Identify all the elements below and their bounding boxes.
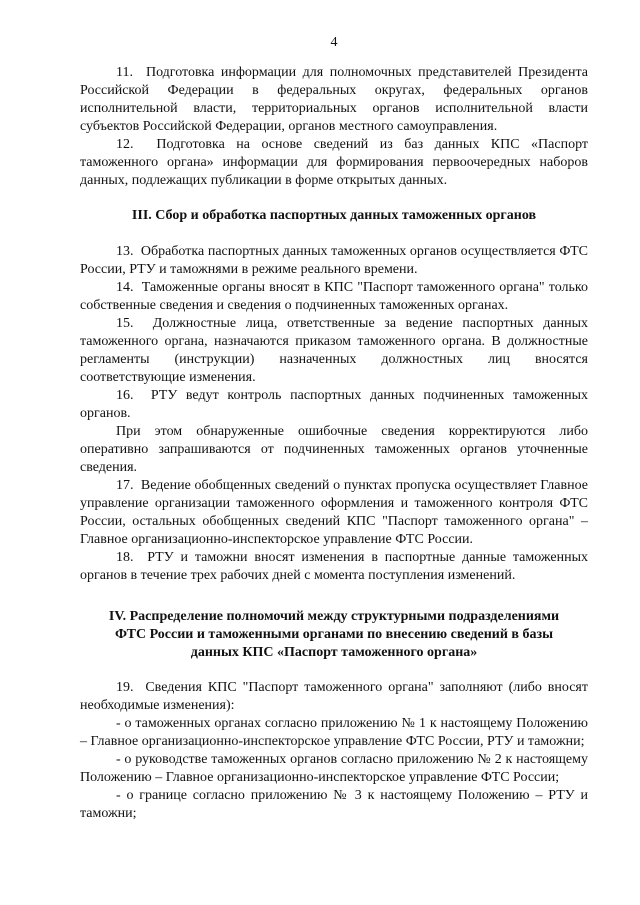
list-item-customs-bodies: - о таможенных органах согласно приложению № 1 к настоящему Положению – Главное организационно-инспекторское управление ФТС России, РТУ и таможни; xyxy=(80,716,588,749)
paragraph-18: 18. РТУ и таможни вносят изменения в паспортные данные таможенных органов в течение трех рабочих дней с момента поступления изменений. xyxy=(80,550,588,583)
paragraph-14: 14. Таможенные органы вносят в КПС "Паспорт таможенного органа" только собственные сведения и сведения о подчиненных таможенных органах. xyxy=(80,280,588,313)
section-4-heading-line-1: IV. Распределение полномочий между структурными подразделениями xyxy=(108,609,560,624)
document-body xyxy=(80,64,588,823)
document-page xyxy=(80,0,588,905)
section-3-heading: III. Сбор и обработка паспортных данных таможенных органов xyxy=(131,208,537,223)
section-4-heading-line-2: ФТС России и таможенными органами по внесению сведений в базы xyxy=(114,627,554,642)
list-item-management: - о руководстве таможенных органов согласно приложению № 2 к настоящему Положению – Главное организационно-инспекторское управление ФТС России; xyxy=(80,752,588,785)
list-item-border: - о границе согласно приложению № 3 к настоящему Положению – РТУ и таможни; xyxy=(80,788,588,821)
section-4-heading xyxy=(80,608,588,662)
page-number: 4 xyxy=(330,35,338,50)
paragraph-19: 19. Сведения КПС "Паспорт таможенного органа" заполняют (либо вносят необходимые изменения): xyxy=(80,680,588,713)
paragraph-12: 12. Подготовка на основе сведений из баз данных КПС «Паспорт таможенного органа» информации для формирования первоочередных наборов данных, подлежащих публикации в форме открытых данных. xyxy=(80,137,588,188)
section-4-heading-line-3: данных КПС «Паспорт таможенного органа» xyxy=(190,645,478,660)
paragraph-16: 16. РТУ ведут контроль паспортных данных подчиненных таможенных органов. xyxy=(80,388,588,421)
paragraph-11: 11. Подготовка информации для полномочных представителей Президента Российской Федерации в федеральных округах, федеральных органов исполнительной власти, территориальных органов исполнительной власти субъектов Российской Федерации, органов местного самоуправления. xyxy=(80,65,588,134)
paragraph-16-continuation: При этом обнаруженные ошибочные сведения корректируются либо оперативно запрашиваются от подчиненных таможенных органов уточненные сведения. xyxy=(80,424,588,475)
paragraph-17: 17. Ведение обобщенных сведений о пунктах пропуска осуществляет Главное управление организации таможенного оформления и таможенного контроля ФТС России, остальных обобщенных сведений КПС "Паспорт таможенного органа" – Главное организационно-инспекторское управление ФТС России. xyxy=(80,478,588,547)
paragraph-15: 15. Должностные лица, ответственные за ведение паспортных данных таможенного органа, назначаются приказом таможенного органа. В должностные регламенты (инструкции) назначенных должностных лиц вносятся соответствующие изменения. xyxy=(80,316,588,385)
paragraph-13: 13. Обработка паспортных данных таможенных органов осуществляется ФТС России, РТУ и таможнями в режиме реального времени. xyxy=(80,244,588,277)
